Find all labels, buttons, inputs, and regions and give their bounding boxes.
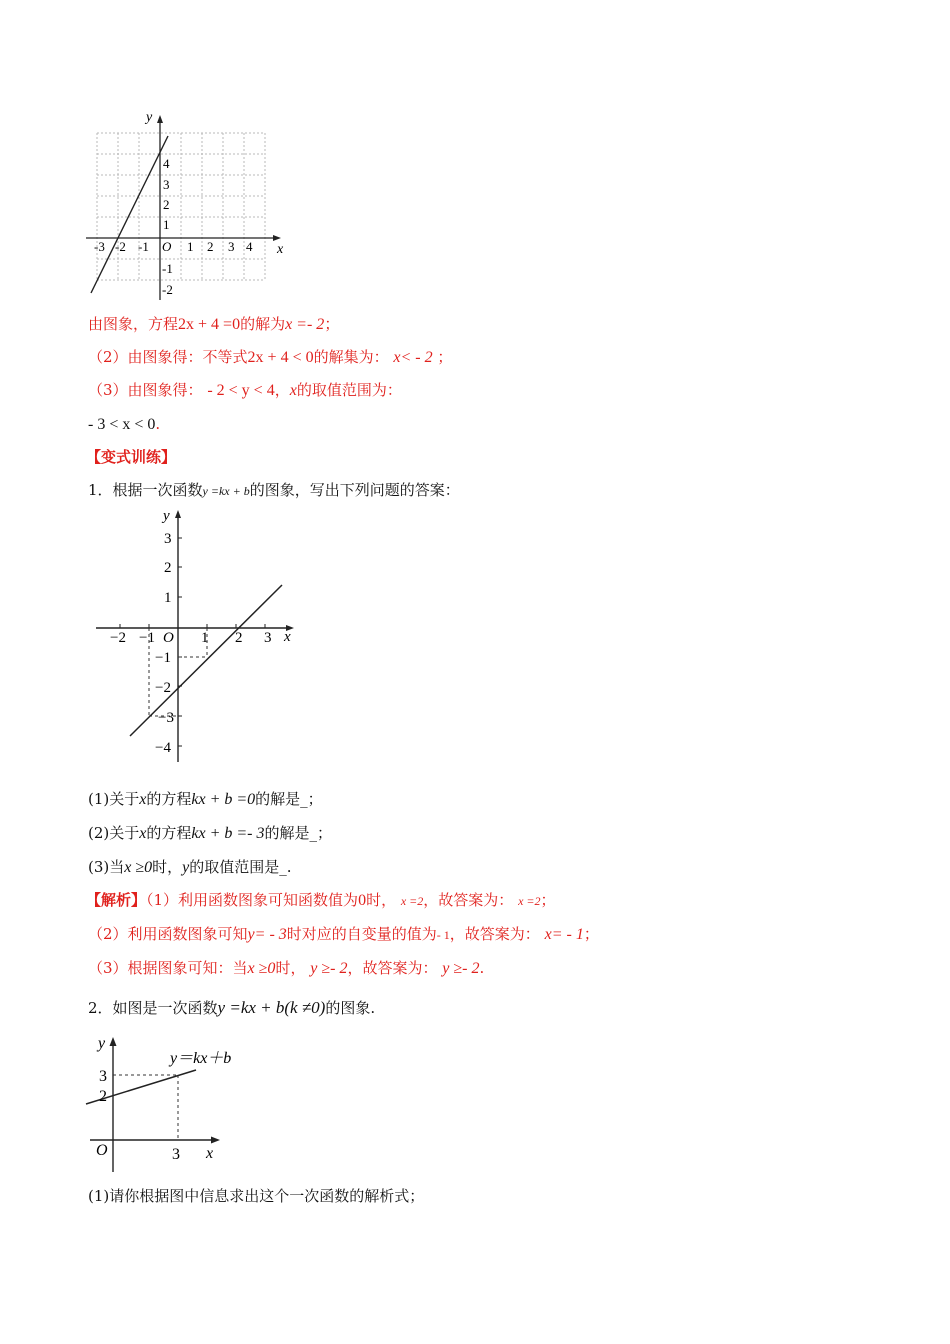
figure-2-function-line: [130, 585, 282, 736]
figure-2-origin: O: [163, 630, 174, 646]
question-2-part-1: (1)请你根据图中信息求出这个一次函数的解析式；: [88, 1187, 425, 1205]
figure-2-x-tick: −1: [139, 630, 155, 646]
solution-3: （3）根据图象可知：当x ≥0时， y ≥- 2，故答案为： y ≥- 2.: [88, 959, 485, 977]
figure-1-function-line: [91, 136, 168, 293]
figure-2-y-tick: 1: [164, 590, 172, 606]
figure-1-grid: [97, 133, 265, 280]
figure-2-graph: [92, 508, 302, 763]
figure-1-x-tick: 4: [246, 239, 253, 254]
question-1: 1．根据一次函数y =kx + b的图象，写出下列问题的答案：: [88, 481, 460, 499]
question-1-part-2: (2)关于x的方程kx + b =- 3的解是_；: [88, 824, 333, 842]
figure-2-y-tick: −2: [155, 680, 171, 696]
figure-1-x-tick: 2: [207, 239, 214, 254]
figure-2-x-tick: 2: [235, 630, 243, 646]
figure-3-x-arrow: [211, 1137, 220, 1144]
figure-1-y-arrow: [157, 115, 163, 123]
figure-1-y-tick: 4: [163, 156, 170, 171]
figure-2-y-arrow: [175, 510, 181, 518]
figure-3-y-tick: 2: [99, 1088, 107, 1105]
figure-2-y-tick: 3: [164, 531, 172, 547]
figure-1-x-tick: 1: [187, 239, 194, 254]
figure-3-x-tick: 3: [172, 1146, 180, 1163]
section-heading: 【变式训练】: [86, 448, 177, 466]
solution-line-range: （3）由图象得： - 2 < y < 4，x的取值范围为：: [88, 381, 402, 399]
figure-2-x-tick: −2: [110, 630, 126, 646]
figure-2-y-tick: −4: [155, 740, 171, 756]
figure-3-graph: [84, 1032, 249, 1172]
figure-1-y-tick: 2: [163, 197, 170, 212]
solution-line-answer: - 3 < x < 0.: [88, 415, 161, 433]
figure-1-origin: O: [162, 239, 172, 254]
question-1-part-1: (1)关于x的方程kx + b =0的解是_；: [88, 790, 323, 808]
figure-2-y-tick: −3: [158, 710, 174, 726]
figure-1-y-tick: -1: [162, 261, 173, 276]
figure-2-y-label: y: [163, 508, 170, 524]
figure-1-x-arrow: [273, 235, 281, 241]
question-2: 2．如图是一次函数y =kx + b(k ≠0)的图象.: [88, 998, 376, 1017]
figure-3-y-tick: 3: [99, 1068, 107, 1085]
figure-1-y-label: y: [146, 110, 153, 125]
figure-3-y-arrow: [110, 1037, 117, 1046]
figure-1-x-tick: -1: [138, 239, 149, 254]
solution-line-inequality: （2）由图象得：不等式2x + 4 < 0的解集为： x< - 2 ；: [88, 348, 453, 366]
solution-2: （2）利用函数图象可知y= - 3时对应的自变量的值为- 1，故答案为： x= - 1；: [88, 925, 599, 943]
solution-line-equation: 由图象，方程2x + 4 =0的解为x =- 2；: [88, 315, 340, 333]
figure-2-x-tick: 1: [201, 630, 209, 646]
figure-1-graph: [82, 108, 292, 303]
figure-1-x-tick: -2: [115, 239, 126, 254]
figure-1-y-tick: 3: [163, 177, 170, 192]
figure-3-x-label: x: [206, 1145, 214, 1162]
figure-1-y-tick: 1: [163, 217, 170, 232]
figure-2-x-label: x: [284, 629, 291, 645]
figure-3-origin: O: [96, 1142, 108, 1159]
figure-2-y-tick: 2: [164, 560, 172, 576]
figure-3-line-label: y＝kx＋b: [170, 1050, 232, 1067]
figure-3-y-label: y: [98, 1035, 106, 1052]
figure-2-y-tick: −1: [155, 650, 171, 666]
figure-2-x-tick: 3: [264, 630, 272, 646]
figure-1-x-tick: 3: [228, 239, 235, 254]
figure-3-guide-lines: [113, 1075, 178, 1140]
figure-1-x-tick: -3: [94, 239, 105, 254]
question-1-part-3: (3)当x ≥0时，y的取值范围是_.: [88, 858, 292, 876]
figure-1-x-label: x: [277, 242, 284, 257]
figure-1-y-tick: -2: [162, 282, 173, 297]
solution-1: 【解析】（1）利用函数图象可知函数值为0时， x =2，故答案为： x =2；: [86, 891, 556, 909]
